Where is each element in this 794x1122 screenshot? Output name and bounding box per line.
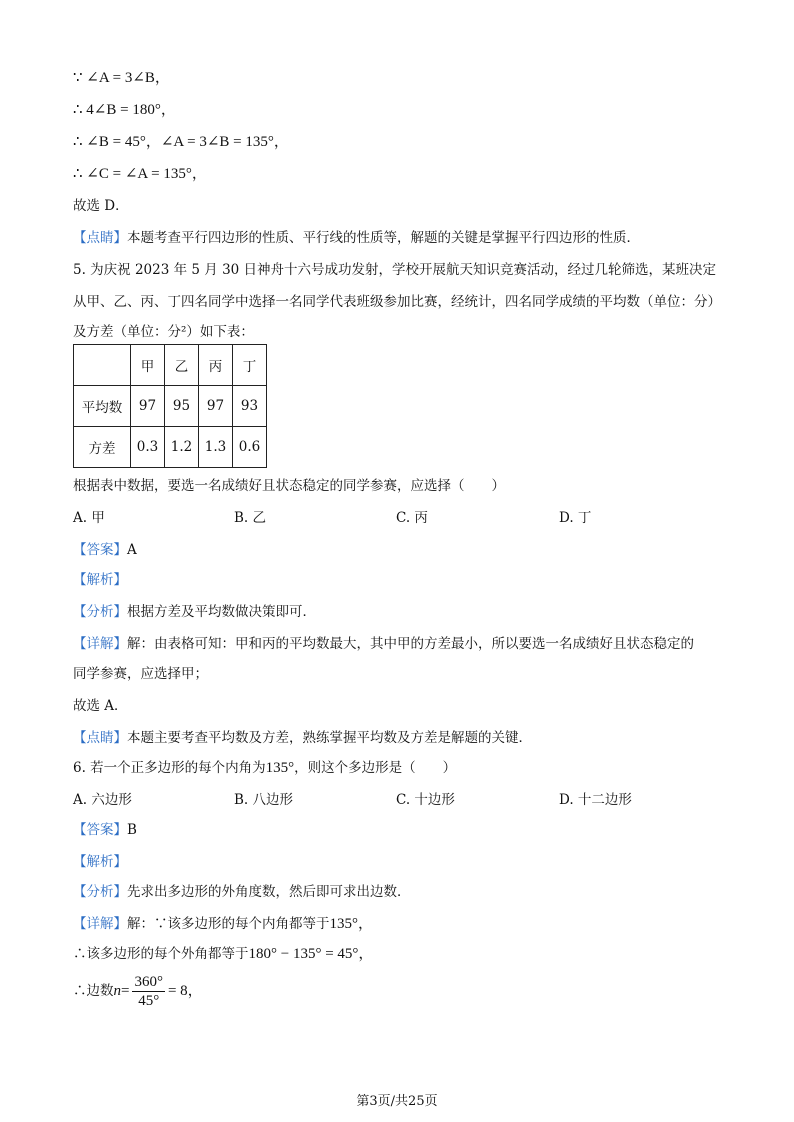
q5-xiangjie-1 [73,634,694,654]
table-cell: 1.3 [199,427,233,468]
xiangjie-angle: 135°， [329,916,373,932]
fenxi-text: 先求出多边形的外角度数，然后即可求出边数． [127,884,411,900]
table-header-cell: 甲 [131,345,165,386]
xiangjie-2-pre: ∴该多边形的每个外角都等于 [73,946,249,962]
table-cell: 0.3 [131,427,165,468]
q5-option-d: D. 丁 [559,510,592,526]
sides-eq: = [121,983,130,999]
page-footer: 第3页/共25页 [356,1094,438,1109]
table-row [74,386,267,427]
q6-answer [73,820,137,840]
line-angle-c: ∴ ∠C = ∠A = 135°， [73,166,207,182]
table-row-label: 方差 [74,427,131,468]
fraction-numerator: 360° [134,974,163,990]
q6-question [73,758,456,778]
q5-line1: 5. 为庆祝 2023 年 5 月 30 日神舟十六号成功发射，学校开展航天知识竞赛活动，经过几轮筛选，某班决定 [73,262,717,278]
q5-option-c: C. 丙 [396,510,428,526]
q5-fenxi [73,602,316,622]
line-angle-b: ∴ ∠B = 45°，∠A = 3∠B = 135°， [73,134,289,150]
scores-table [73,344,267,468]
xiangjie-tag: 【详解】 [73,636,127,652]
table-cell: 97 [131,386,165,427]
fenxi-tag: 【分析】 [73,884,127,900]
q6-sides-formula [73,972,203,1010]
table-cell: 93 [233,386,267,427]
q5-dianjing [73,728,532,748]
fraction [132,973,165,1010]
q6-fenxi [73,882,411,902]
table-header-cell: 丁 [233,345,267,386]
q6-option-b: B. 八边形 [234,792,294,808]
answer-value: B [127,822,137,838]
answer-tag: 【答案】 [73,822,127,838]
q5-xiangjie-2: 同学参赛，应选择甲； [73,666,208,682]
q6-option-c: C. 十边形 [396,792,455,808]
q6-jiexi-tag: 【解析】 [73,854,127,870]
q5-choose: 故选 A． [73,698,128,714]
fenxi-text: 根据方差及平均数做决策即可． [127,604,316,620]
q5-line2: 从甲、乙、丙、丁四名同学中选择一名同学代表班级参加比赛，经统计，四名同学成绩的平均数（单位：分） [73,294,721,310]
q5-option-a: A. 甲 [73,510,105,526]
answer-value: A [127,542,137,558]
table-header-cell: 乙 [165,345,199,386]
q6-option-d: D. 十二边形 [559,792,632,808]
q6-question-pre: 6. 若一个正多边形的每个内角为 [73,760,266,776]
table-header-cell: 丙 [199,345,233,386]
dianjing-text: 本题主要考查平均数及方差，熟练掌握平均数及方差是解题的关键． [127,730,532,746]
answer-tag: 【答案】 [73,542,127,558]
table-header-cell [74,345,131,386]
sides-pre: ∴边数 [73,983,114,999]
xiangjie-text: 解：由表格可知：甲和丙的平均数最大，其中甲的方差最小，所以要选一名成绩好且状态稳定的 [127,636,694,652]
q5-answer [73,540,137,560]
table-header-row [74,345,267,386]
q5-question: 根据表中数据，要选一名成绩好且状态稳定的同学参赛，应选择（ ） [73,478,505,494]
line-choose-d: 故选 D． [73,198,129,214]
xiangjie-2-math: 180° − 135° = 45°， [248,946,374,962]
table-row [74,427,267,468]
table-cell: 0.6 [233,427,267,468]
q6-option-a: A. 六边形 [73,792,132,808]
table-cell: 1.2 [165,427,199,468]
fenxi-tag: 【分析】 [73,604,127,620]
q6-angle: 135° [265,760,295,776]
fraction-denominator: 45° [138,993,160,1009]
q6-xiangjie-2 [73,944,373,964]
dianjing-text: 本题考查平行四边形的性质、平行线的性质等，解题的关键是掌握平行四边形的性质． [127,230,640,246]
line-given: ∵ ∠A = 3∠B， [73,70,170,86]
xiangjie-text: 解：∵该多边形的每个内角都等于 [127,916,330,932]
q6-question-post: ，则这个多边形是（ ） [294,760,457,776]
table-cell: 95 [165,386,199,427]
table-row-label: 平均数 [74,386,131,427]
q5-jiexi-tag: 【解析】 [73,572,127,588]
sides-n: n [113,983,121,999]
q5-option-b: B. 乙 [234,510,267,526]
line-sum: ∴ 4∠B = 180°， [73,102,176,118]
q6-xiangjie-1 [73,914,373,934]
q5-line3: 及方差（单位：分²）如下表： [73,324,254,340]
dianjing-tag: 【点睛】 [73,730,127,746]
sides-result: = 8， [167,983,203,999]
xiangjie-tag: 【详解】 [73,916,127,932]
table-cell: 97 [199,386,233,427]
q4-dianjing [73,228,640,248]
dianjing-tag: 【点睛】 [73,230,127,246]
